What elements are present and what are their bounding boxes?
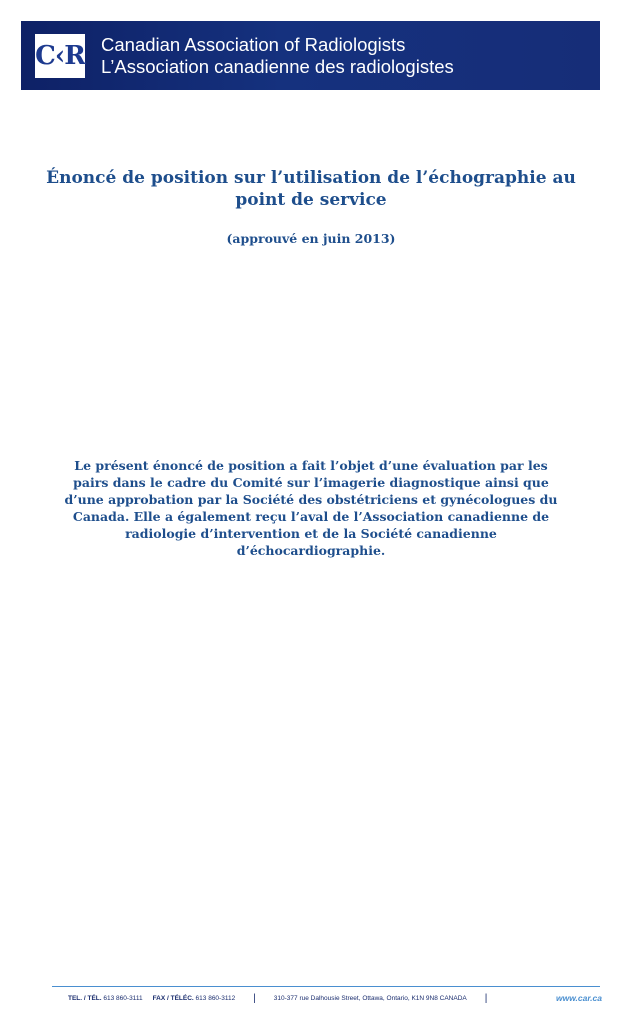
car-logo bbox=[35, 34, 85, 78]
footer-address: 310-377 rue Dalhousie Street, Ottawa, Ontario, K1N 9N8 CANADA bbox=[273, 994, 467, 1002]
org-names bbox=[101, 34, 454, 78]
document-title: Énoncé de position sur l’utilisation de l’échographie au point de service bbox=[46, 168, 576, 210]
approval-date: (approuvé en juin 2013) bbox=[226, 231, 396, 246]
org-name-en: Canadian Association of Radiologists bbox=[101, 33, 406, 55]
fax-label: FAX / TÉLÉC. bbox=[152, 994, 194, 1002]
footer-divider bbox=[52, 986, 600, 987]
website-link[interactable]: www.car.ca bbox=[556, 993, 602, 1003]
tel-value: 613 860-3111 bbox=[103, 994, 143, 1002]
header-banner bbox=[21, 21, 600, 90]
footer-separator-2: | bbox=[484, 992, 488, 1004]
fax-value: 613 860-3112 bbox=[195, 994, 236, 1002]
tel-label: TEL. / TÉL. bbox=[68, 994, 102, 1002]
review-statement: Le présent énoncé de position a fait l’objet d’une évaluation par les pairs dans le cadre du Comité sur l’imagerie diagnostique ainsi que d’une approbation par la Société des obstétriciens et gynécologues du Canada. Elle a également reçu l’aval de l’Association canadienne de radiologie d’intervention et de la Société canadienne d’échocardiographie. bbox=[64, 458, 558, 558]
org-name-fr: L’Association canadienne des radiologistes bbox=[101, 55, 454, 77]
footer bbox=[68, 992, 602, 1004]
logo-text: C‹R bbox=[35, 40, 85, 71]
footer-separator: | bbox=[253, 992, 256, 1004]
